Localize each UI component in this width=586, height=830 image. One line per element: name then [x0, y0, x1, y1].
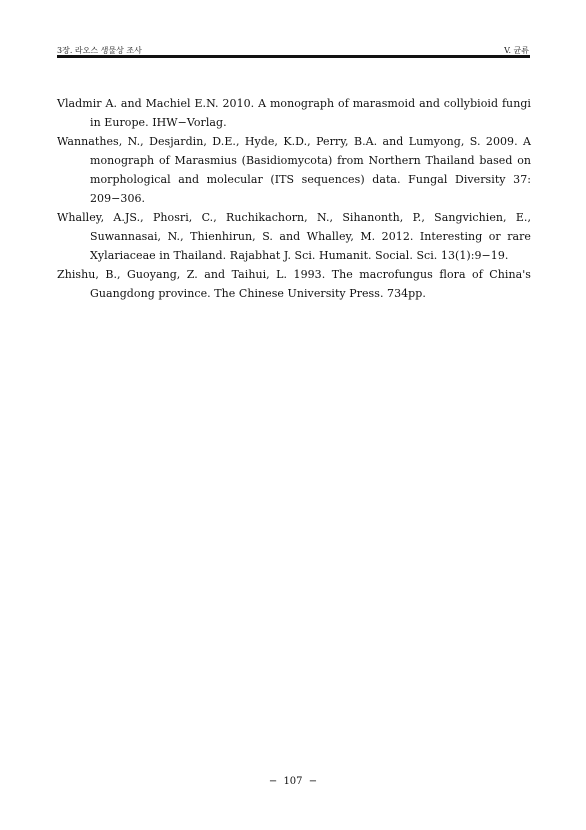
header-rule — [57, 55, 530, 58]
reference-entry: Vladmir A. and Machiel E.N. 2010. A monograph of marasmoid and collybioid fungi in Europe. IHW−Vorlag. — [57, 97, 531, 129]
section-title: V. 균류 — [504, 46, 529, 55]
reference-entry: Whalley, A.JS., Phosri, C., Ruchikachorn, N., Sihanonth, P., Sangvichien, E., Suwannasai, N., Thienhirun, S. and Whalley, M. 2012. Interesting or rare Xylariaceae in Thailand. Rajabhat J. Sci. Humanit. Social. Sci. 13(1):9−19. — [57, 211, 531, 262]
running-header — [57, 40, 529, 56]
reference-list — [57, 94, 531, 303]
reference-entry: Wannathes, N., Desjardin, D.E., Hyde, K.D., Perry, B.A. and Lumyong, S. 2009. A monograph of Marasmius (Basidiomycota) from Northern Thailand based on morphological and molecular (ITS sequences) data. Fungal Diversity 37: 209−306. — [57, 135, 531, 205]
page-number: − 107 − — [268, 776, 318, 787]
chapter-title: 3장. 라오스 생물상 조사 — [57, 46, 142, 55]
reference-entry: Zhishu, B., Guoyang, Z. and Taihui, L. 1993. The macrofungus flora of China's Guangdong province. The Chinese University Press. 734pp. — [57, 268, 531, 300]
